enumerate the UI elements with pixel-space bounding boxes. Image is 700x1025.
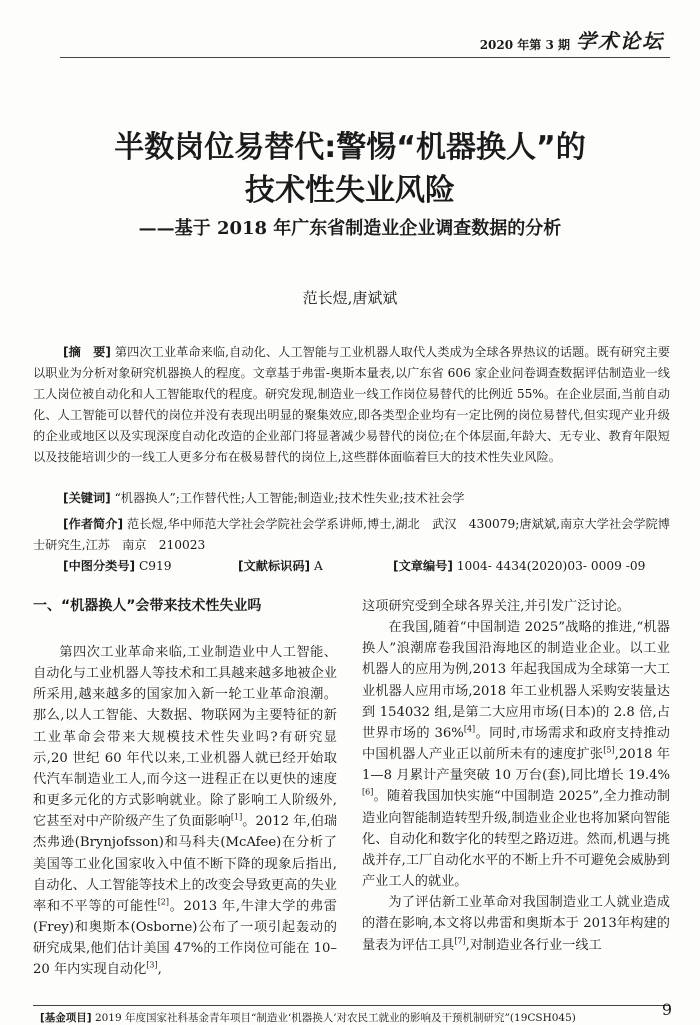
doc-value: A [313,559,323,573]
p1-text-c: 。2013 年,牛津大学的弗雷(Frey)和奥斯本(Osborne)公布了一项引起轰动的研究成果,他们估计美国 47%的工作岗位可能在 10–20 年内实现自动化 [33,898,337,978]
p1-text-a: 第四次工业革命来临,工业制造业中人工智能、自动化与工业机器人等技术和工具越来越多地被企业所采用,越来越多的国家加入新一轮工业革命浪潮。那么,以人工智能、大数据、物联网为主要特征的新工业革命会带来大规模技术性失业吗?有研究显示,20 世纪 60 年代以来,工业机器人就已经开始取代汽车制造业工人,而今这一进程正在以更快的速度和更多元化的方式影响就业。除了影响工人阶级外,它甚至对中产阶级产生了负面影响 [33,645,337,830]
p3-text-a: 为了评估新工业革命对我国制造业工人就业造成的潜在影响,本文将以弗雷和奥斯本于 2013年构建的量表为评估工具 [362,895,670,953]
ref-5: [5] [603,745,615,755]
keywords-label: [关键词] [63,491,111,505]
issue-label: 2020 年第 3 期 [479,38,570,52]
fund-text: 2019 年度国家社科基金青年项目“制造业‘机器换人’对农民工就业的影响及干预机制研究”(19CSH045) [91,1012,576,1024]
ref-7: [7] [454,936,466,946]
p2-text-a: 在我国,随着“中国制造 2025”战略的推进,“机器换人”浪潮席卷我国沿海地区的制造业企业。以工业机器人的应用为例,2013 年起我国成为全球第一大工业机器人应用市场,2018 年工业机器人采购安装量达到 154032 组,是第二大应用市场(日本)的 2.8 倍,占世界市场的 36% [362,620,670,741]
running-header [480,30,664,52]
abstract-text: 第四次工业革命来临,自动化、人工智能与工业机器人取代人类成为全球各界热议的话题。既有研究主要以职业为分析对象研究机器换人的程度。文章基于弗雷-奥斯本量表,以广东省 606 家企业问卷调查数据评估制造业一线工人岗位被自动化和人工智能取代的程度。研究发现,制造业一线工作岗位易替代的比例近 55%。在企业层面,当前自动化、人工智能可以替代的岗位并没有表现出明显的聚集效应,即各类型企业均有一定比例的岗位易替代,但实现产业升级的企业或地区以及实现深度自动化改造的企业部门将显著减少易替代的岗位;在个体层面,年龄大、无专业、教育年限短以及技能培训少的一线工人更多分布在极易替代的岗位上,这些群体面临着巨大的技术性失业风险。 [33,345,670,464]
paragraph-2 [362,617,670,892]
subtitle: ——基于 2018 年广东省制造业企业调查数据的分析 [138,218,562,239]
left-column [33,596,337,981]
paragraph-1 [33,642,337,981]
clc-value: C919 [138,559,172,573]
footer-divider [33,1005,670,1006]
fund-label: [基金项目] [40,1012,92,1024]
funding-note [40,1010,576,1025]
right-column [362,596,670,956]
authors: 范长煜,唐斌斌 [302,289,398,307]
paragraph-3 [362,892,670,955]
bio-label: [作者简介] [63,517,124,531]
p2-text-b: 。同时,市场需求和政府支持推动中国机器人产业正以前所未有的速度扩张 [362,725,670,763]
title-line-2: 技术性失业风险 [245,173,455,208]
author-bio [33,514,670,556]
ref-4: [4] [463,724,476,734]
clc-code [63,557,172,574]
p2-text-c: ,2018 年 1—8 月累计产量突破 10 万台(套),同比增长 19.4% [362,747,670,784]
abstract [33,342,670,468]
keywords [63,488,670,509]
section-heading: 一、“机器换人”会带来技术性失业吗 [33,598,262,614]
clc-label: [中图分类号] [63,559,136,573]
paragraph-1-continued: 这项研究受到全球各界关注,并引发广泛讨论。 [362,599,630,614]
article-label: [文章编号] [393,559,453,573]
keywords-text: “机器换人”;工作替代性;人工智能;制造业;技术性失业;技术社会学 [110,491,465,505]
article-value: 1004- 4434(2020)03- 0009 -09 [456,559,646,573]
doc-label: [文献标识码] [238,559,311,573]
header-divider [60,57,670,58]
p2-text-d: 。随着我国加快实施“中国制造 2025”,全力推动制造业向智能制造转型升级,制造业企业也将加紧向智能化、自动化和数字化的转型之路迈进。然而,机遇与挑战并存,工厂自动化水平的不断上升不可避免会威胁到产业工人的就业。 [362,789,670,890]
ref-6: [6] [362,788,374,798]
bio-text: 范长煜,华中师范大学社会学院社会学系讲师,博士,湖北 武汉 430079;唐斌斌,南京大学社会学院博士研究生,江苏 南京 210023 [33,517,670,552]
abstract-label: [摘 要] [63,345,111,359]
document-code [238,557,323,574]
journal-logo: 学术论坛 [576,29,664,53]
ref-3: [3] [146,960,158,970]
ref-1: [1] [230,812,243,822]
ref-2: [2] [157,897,170,907]
title-line-1: 半数岗位易替代:警惕“机器换人”的 [114,130,586,165]
classification-row [63,557,670,575]
p1-text-d: , [157,962,162,978]
p1-text-b: 。2012 年,伯瑞杰弗逊(Brynjofsson)和马科夫(McAfee)在分析了美国等工业化国家收入中值不断下降的现象后指出,自动化、人工智能等技术上的改变会导致更高的失业率和不平等的可能性 [33,814,338,914]
p3-text-b: ,对制造业各行业一线工 [465,937,602,953]
page-number: 9 [661,1000,672,1019]
article-number [393,557,645,574]
